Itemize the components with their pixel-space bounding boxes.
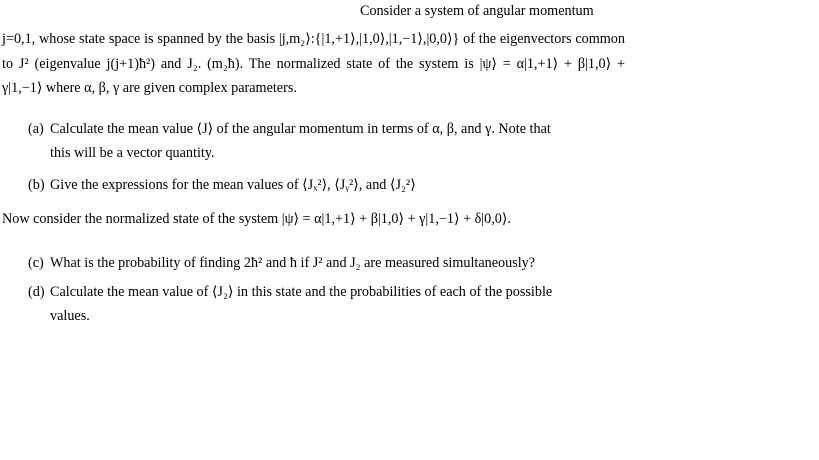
question-c-label: (c) <box>28 255 44 271</box>
intro-paragraph: j=0,1, whose state space is spanned by the basis |j,m₂⟩:{|1,+1⟩,|1,0⟩,|1,−1⟩,|0,0⟩} of the eigenvectors common to J² (eigenvalue j(j+1)ħ²) and J₂. (m₂ħ). The normalized state of the system is |ψ⟩ = α|1,+1⟩ + β|1,0⟩ + γ|1,−1⟩ where α, β, γ are given complex parameters. <box>2 31 625 96</box>
question-c <box>28 256 535 270</box>
question-d-line2: values. <box>50 308 90 324</box>
question-c-text: What is the probability of finding 2ħ² and ħ if J² and J₂ are measured simultaneously? <box>50 255 536 271</box>
question-b <box>28 178 416 192</box>
title-line: Consider a system of angular momentum <box>360 3 594 19</box>
question-a-text: Calculate the mean value ⟨J⟩ of the angular momentum in terms of α, β, and γ. Note that <box>50 121 551 137</box>
question-b-text: Give the expressions for the mean values of ⟨Jₓ²⟩, ⟨Jᵧ²⟩, and ⟨J₂²⟩ <box>50 177 416 193</box>
question-d-text: Calculate the mean value of ⟨J₂⟩ in this state and the probabilities of each of the possible <box>50 284 553 300</box>
question-a-label: (a) <box>28 121 44 137</box>
second-paragraph: Now consider the normalized state of the system |ψ⟩ = α|1,+1⟩ + β|1,0⟩ + γ|1,−1⟩ + δ|0,0⟩. <box>2 211 511 227</box>
question-d-label: (d) <box>28 284 45 300</box>
question-d-line1 <box>28 284 553 300</box>
question-b-label: (b) <box>28 177 45 193</box>
question-a-line2: this will be a vector quantity. <box>50 145 215 161</box>
question-a-line1 <box>28 121 551 137</box>
